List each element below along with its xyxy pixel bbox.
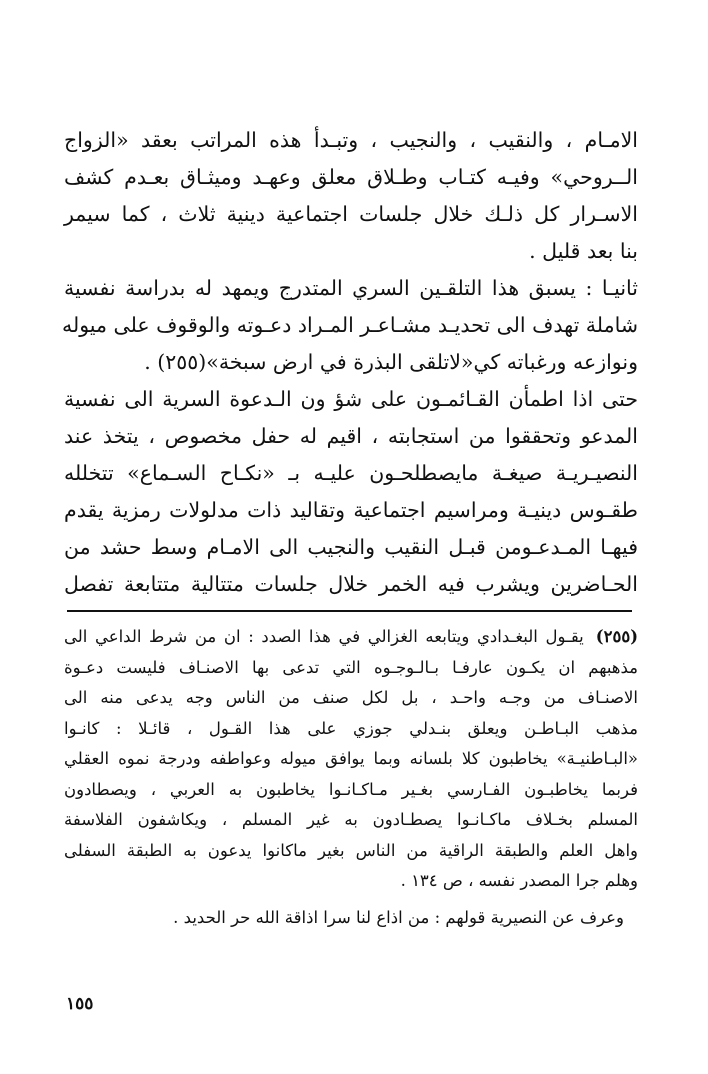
body-line: المدعو وتحققوا من استجابته ، اقيم له حفل مخصوص ، يتخذ عند xyxy=(64,424,638,448)
footnote-line: الاصنـاف من وجـه واحـد ، بل لكل صنف من الناس وجه يدعى منه الى xyxy=(64,688,638,707)
body-line: حتى اذا اطمأن القـائمـون على شؤ ون الـدعوة السرية الى نفسية xyxy=(64,387,638,411)
body-line: الــروحي» وفيـه كتـاب وطـلاق معلق وعهـد وميثـاق بعـدم كشف xyxy=(64,165,638,189)
footnote-second-note: وعرف عن النصيرية قولهم : من اذاع لنا سرا اذاقة الله حر الحديد . xyxy=(173,907,624,927)
body-line: ثانيـا : يسبق هذا التلقـين السري المتدرج ويمهد له بدراسة نفسية xyxy=(64,276,638,300)
body-line: النصيـريـة صيغـة مايصطلحـون عليـه بـ «نكـاح السـماع» تتخلله xyxy=(64,461,638,485)
body-line: ونوازعه ورغباته كي«لاتلقى البذرة في ارض سبخة»(٢٥٥) . xyxy=(144,350,638,374)
footnote-divider xyxy=(67,610,632,612)
footnote-line: المسلم بخـلاف ماكـانـوا يصطـادون به غير المسلم ، ويكاشفون الفلاسفة xyxy=(64,810,638,829)
body-line: طقـوس دينيـة ومراسيم اجتماعية وتقاليد ذات مدلولات رمزية يقدم xyxy=(64,498,638,522)
body-line: الامـام ، والنقيب ، والنجيب ، وتبـدأ هذه المراتب بعقد «الزواج xyxy=(64,128,638,152)
body-line: شاملة تهدف الى تحديـد مشـاعـر المـراد دعـوته والوقوف على ميوله xyxy=(61,313,638,337)
body-line: بنا بعد قليل . xyxy=(529,239,638,263)
footnote-line: فربما يخاطبـون الفـارسي بغـير مـاكـانـوا يخاطبون به العربي ، ويصطادون xyxy=(64,779,638,799)
body-line: الاسـرار كل ذلـك خلال جلسات اجتماعية دينية ثلاث ، كما سيمر xyxy=(64,202,638,226)
body-line: فيهـا المـدعـومن قبـل النقيب والنجيب الى الامـام وسط حشد من xyxy=(64,535,638,559)
footnote-line: واهل العلم والطبقة الراقية من الناس بغير ماكانوا يدعون به الطبقة السفلى xyxy=(64,840,638,860)
footnote-line: وهلم جرا المصدر نفسه ، ص ١٣٤ . xyxy=(400,871,638,890)
main-body-text xyxy=(61,122,638,603)
footnote-line: يقـول البغـدادي ويتابعه الغزالي في هذا الصدد : ان من شرط الداعي الى xyxy=(64,627,584,646)
page-number: ١٥٥ xyxy=(66,994,94,1014)
footnote-line: «البـاطنيـة» يخاطبون كلا بلسانه وبما يوافق ميوله وعواطفه ودرجة نموه العقلي xyxy=(64,749,638,768)
footnotes-section xyxy=(64,622,638,933)
footnote-line: مذهب البـاطـن ويعلق بنـدلي جوزي على هذا القـول ، قائـلا : كانـوا xyxy=(64,718,638,738)
footnote-line: مذهبهم ان يكـون عارفـا بـالـوجـوه التي تدعى بها الاصنـاف فليست دعـوة xyxy=(64,657,638,677)
body-line: الحـاضرين ويشرب فيه الخمر خلال جلسات متتالية متتابعة تفصل xyxy=(64,572,638,596)
footnote-marker: (٢٥٥) xyxy=(595,627,638,646)
footnote-first-line xyxy=(64,622,638,653)
